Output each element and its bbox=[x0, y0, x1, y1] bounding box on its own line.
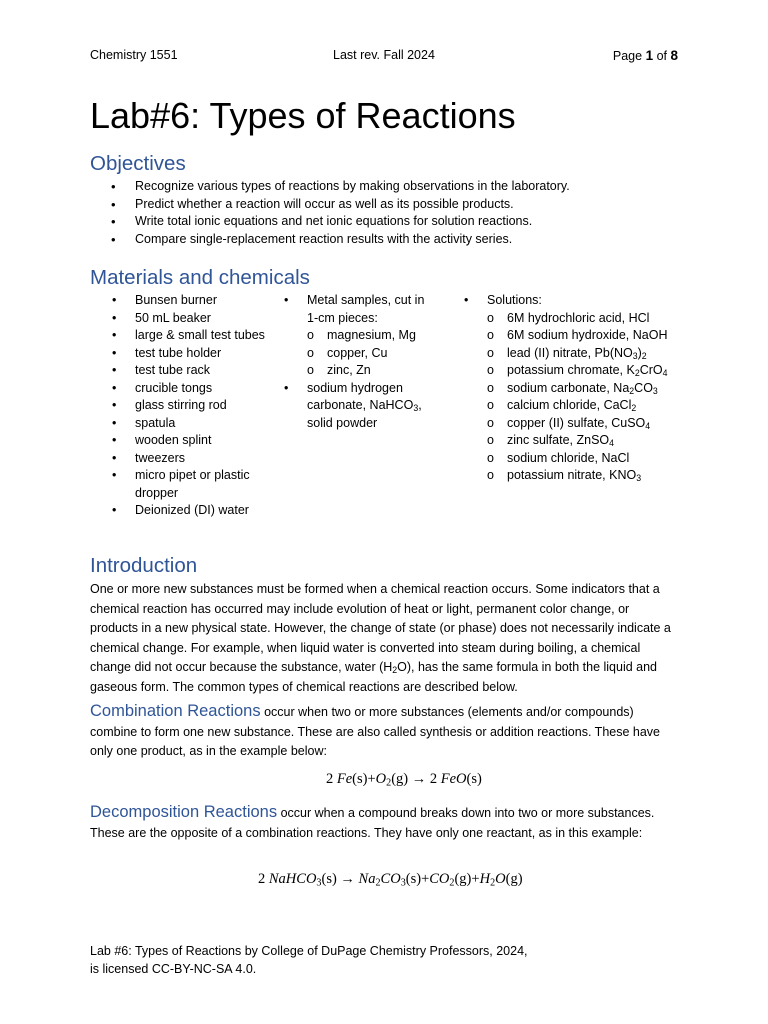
list-item: o lead (II) nitrate, $Pb(NO_3)_2$ bbox=[464, 345, 684, 363]
list-item: o potassium chromate, $K_2CrO_4$ bbox=[464, 362, 684, 380]
list-item: o copper, Cu bbox=[284, 345, 434, 363]
list-item: • sodium hydrogen carbonate, NaHCO$_3$, solid powder bbox=[284, 380, 434, 433]
footer-line: is licensed CC-BY-NC-SA 4.0. bbox=[90, 962, 257, 976]
objectives-list bbox=[90, 178, 570, 248]
list-item: • large & small test tubes bbox=[90, 327, 265, 345]
list-item: • Recognize various types of reactions by making observations in the laboratory. bbox=[90, 178, 570, 196]
page-header bbox=[90, 48, 678, 66]
list-item: • test tube rack bbox=[90, 362, 265, 380]
objectives-heading: Objectives bbox=[90, 152, 186, 175]
list-item: o calcium chloride, CaCl$_2$ bbox=[464, 397, 684, 415]
list-item: • test tube holder bbox=[90, 345, 265, 363]
combination-heading: Combination Reactions bbox=[90, 702, 261, 720]
materials-list-metals bbox=[284, 292, 434, 432]
list-item: • Predict whether a reaction will occur as well as its possible products. bbox=[90, 196, 570, 214]
list-item: • Write total ionic equations and net ionic equations for solution reactions. bbox=[90, 213, 570, 231]
decomposition-equation: 2 NaHCO$_3$(s) → $Na_2CO_3(s)+CO_2(g)+H_2O(g)$ bbox=[258, 871, 523, 889]
list-item: o 6M hydrochloric acid, HCl bbox=[464, 310, 684, 328]
list-item: • tweezers bbox=[90, 450, 265, 468]
revision-date: Last rev. Fall 2024 bbox=[333, 48, 435, 62]
footer-line: Lab #6: Types of Reactions by College of DuPage Chemistry Professors, 2024, bbox=[90, 944, 528, 958]
list-item: • spatula bbox=[90, 415, 265, 433]
list-item: o magnesium, Mg bbox=[284, 327, 434, 345]
list-item: • crucible tongs bbox=[90, 380, 265, 398]
decomposition-paragraph: Decomposition Reactions occur when a compound breaks down into two or more substances. These are the opposite of a combination reactions. They have only one reactant, as in this example: bbox=[90, 803, 655, 840]
list-item: • Compare single-replacement reaction results with the activity series. bbox=[90, 231, 570, 249]
list-item: • Bunsen burner bbox=[90, 292, 265, 310]
list-item: • Solutions: bbox=[464, 292, 684, 310]
list-item: o zinc, Zn bbox=[284, 362, 434, 380]
list-item: o sodium carbonate, $Na_2CO_3$ bbox=[464, 380, 684, 398]
materials-list-equipment bbox=[90, 292, 265, 520]
introduction-paragraph: One or more new substances must be formed when a chemical reaction occurs. Some indicators that a chemical reaction has occurred may include evolution of heat or light, permanent color change, or products in a new physical state. However, the change of state (or phase) does not necessarily indicate a chemical change. For example, when liquid water is converted into steam during boiling, a chemical change did not occur because the substance, water $(H_2O)$, has the same formula in both the liquid and gaseous form. The common types of chemical reactions are described below. bbox=[90, 582, 671, 694]
list-item: • glass stirring rod bbox=[90, 397, 265, 415]
combination-equation: 2 $Fe(s)+O_2(g) \to 2$ FeO(s) bbox=[326, 771, 482, 789]
list-item: o copper (II) sulfate, CuSO$_4$ bbox=[464, 415, 684, 433]
combination-paragraph: Combination Reactions occur when two or more substances (elements and/or compounds) combine to form one new substance. These are also called synthesis or addition reactions. These have only one product, as in the example below: bbox=[90, 702, 661, 758]
introduction-heading: Introduction bbox=[90, 554, 198, 577]
list-item: o sodium chloride, NaCl bbox=[464, 450, 684, 468]
document-title: Lab#6: Types of Reactions bbox=[90, 95, 516, 136]
page-number: Page 1 of 8 bbox=[612, 48, 678, 63]
materials-list-solutions bbox=[464, 292, 684, 485]
list-item: o potassium nitrate, $KNO_3$ bbox=[464, 467, 684, 485]
license-footer bbox=[90, 942, 528, 978]
decomposition-heading: Decomposition Reactions bbox=[90, 803, 278, 821]
list-item: • Deionized (DI) water bbox=[90, 502, 265, 520]
course-name: Chemistry 1551 bbox=[90, 48, 178, 62]
list-item: • Metal samples, cut in 1-cm pieces: bbox=[284, 292, 434, 327]
list-item: o 6M sodium hydroxide, NaOH bbox=[464, 327, 684, 345]
list-item: • micro pipet or plastic dropper bbox=[90, 467, 265, 502]
list-item: • 50 mL beaker bbox=[90, 310, 265, 328]
list-item: o zinc sulfate, ZnSO$_4$ bbox=[464, 432, 684, 450]
list-item: • wooden splint bbox=[90, 432, 265, 450]
materials-heading: Materials and chemicals bbox=[90, 266, 310, 289]
